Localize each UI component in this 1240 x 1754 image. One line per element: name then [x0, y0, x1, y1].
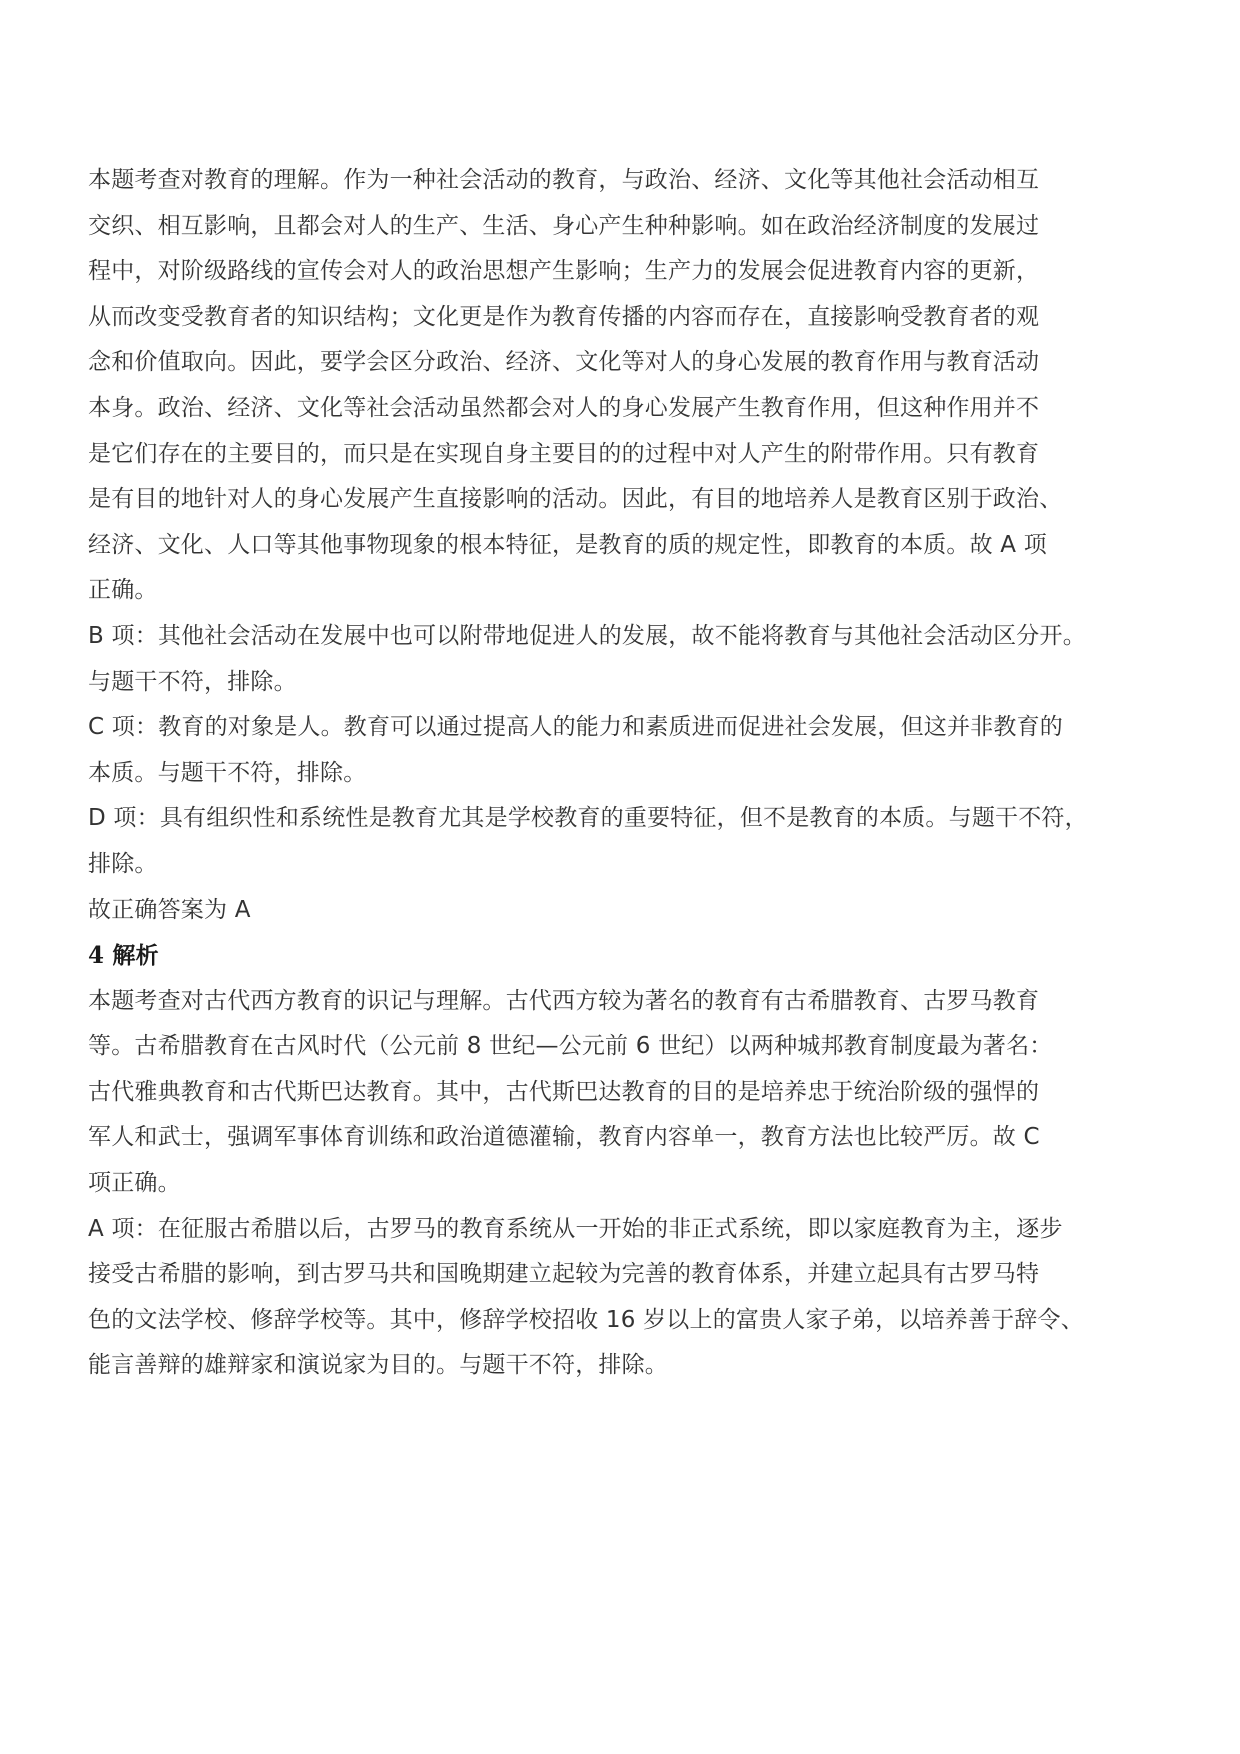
paragraph-line: 是有目的地针对人的身心发展产生直接影响的活动。因此，有目的地培养人是教育区别于政治、	[88, 486, 1063, 513]
paragraph-line: 交织、相互影响，且都会对人的生产、生活、身心产生种种影响。如在政治经济制度的发展过	[88, 212, 1040, 239]
paragraph-line: 从而改变受教育者的知识结构；文化更是作为教育传播的内容而存在，直接影响受教育者的观	[88, 303, 1040, 330]
paragraph-line: 本身。政治、经济、文化等社会活动虽然都会对人的身心发展产生教育作用，但这种作用并不	[88, 394, 1040, 421]
paragraph-line: 军人和武士，强调军事体育训练和政治道德灌输，教育内容单一，教育方法也比较严厉。故 C	[88, 1124, 1040, 1151]
paragraph-line: 经济、文化、人口等其他事物现象的根本特征，是教育的质的规定性，即教育的本质。故 A 项	[88, 531, 1047, 558]
paragraph-line: 排除。	[88, 850, 158, 877]
page-content	[88, 158, 1198, 1389]
paragraph-line: D 项：具有组织性和系统性是教育尤其是学校教育的重要特征，但不是教育的本质。与题干不符，	[88, 805, 1088, 832]
section-4-heading: 4 解析	[88, 942, 159, 970]
paragraph-line: B 项：其他社会活动在发展中也可以附带地促进人的发展，故不能将教育与其他社会活动区分开。	[88, 622, 1086, 649]
section-3-paragraph	[88, 158, 1198, 614]
paragraph-line: 本质。与题干不符，排除。	[88, 759, 367, 786]
paragraph-line: 色的文法学校、修辞学校等。其中，修辞学校招收 16 岁以上的富贵人家子弟，以培养善于辞令、	[88, 1306, 1084, 1333]
option-a-explanation	[88, 1207, 1198, 1389]
paragraph-line: 项正确。	[88, 1170, 181, 1197]
paragraph-line: 程中，对阶级路线的宣传会对人的政治思想产生影响；生产力的发展会促进教育内容的更新，	[88, 258, 1040, 285]
paragraph-line: 接受古希腊的影响，到古罗马共和国晚期建立起较为完善的教育体系，并建立起具有古罗马特	[88, 1261, 1040, 1288]
paragraph-line: 是它们存在的主要目的，而只是在实现自身主要目的的过程中对人产生的附带作用。只有教育	[88, 440, 1040, 467]
paragraph-line: 古代雅典教育和古代斯巴达教育。其中，古代斯巴达教育的目的是培养忠于统治阶级的强悍的	[88, 1078, 1040, 1105]
section-4-paragraph	[88, 979, 1198, 1207]
paragraph-line: C 项：教育的对象是人。教育可以通过提高人的能力和素质进而促进社会发展，但这并非教育的	[88, 714, 1063, 741]
paragraph-line: 念和价值取向。因此，要学会区分政治、经济、文化等对人的身心发展的教育作用与教育活动	[88, 349, 1040, 376]
paragraph-line: 与题干不符，排除。	[88, 668, 297, 695]
paragraph-line: 本题考查对教育的理解。作为一种社会活动的教育，与政治、经济、文化等其他社会活动相互	[88, 167, 1040, 193]
option-c-explanation	[88, 705, 1198, 796]
paragraph-line: 能言善辩的雄辩家和演说家为目的。与题干不符，排除。	[88, 1352, 668, 1379]
correct-answer: 故正确答案为 A	[88, 896, 251, 923]
paragraph-line: 等。古希腊教育在古风时代（公元前 8 世纪—公元前 6 世纪）以两种城邦教育制度最为著名：	[88, 1033, 1053, 1060]
option-b-explanation	[88, 614, 1198, 705]
paragraph-line: 本题考查对古代西方教育的识记与理解。古代西方较为著名的教育有古希腊教育、古罗马教育	[88, 987, 1040, 1014]
option-d-explanation	[88, 796, 1198, 887]
paragraph-line: A 项：在征服古希腊以后，古罗马的教育系统从一开始的非正式系统，即以家庭教育为主，逐步	[88, 1215, 1063, 1242]
paragraph-line: 正确。	[88, 577, 158, 604]
